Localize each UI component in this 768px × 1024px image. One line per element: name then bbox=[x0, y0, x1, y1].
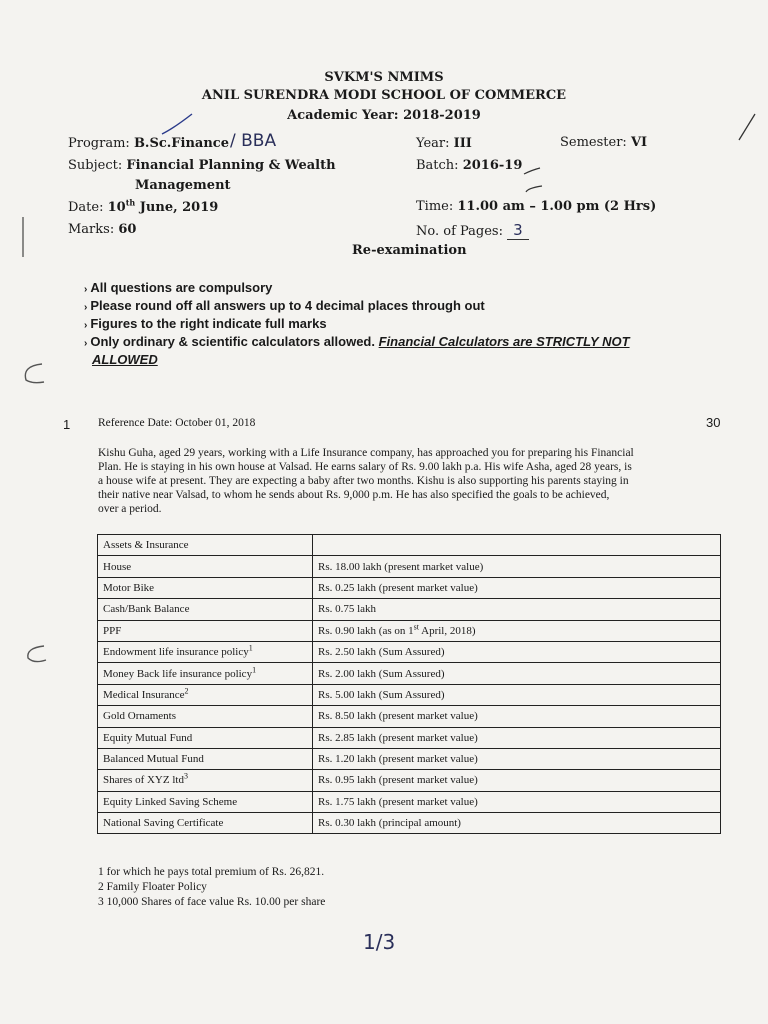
handwritten-tick-mark bbox=[160, 112, 196, 138]
table-row bbox=[98, 813, 721, 834]
pages-label: No. of Pages: bbox=[416, 224, 503, 239]
semester-value: VI bbox=[630, 135, 648, 150]
hole-punch-mark bbox=[14, 360, 48, 386]
time-field bbox=[416, 199, 656, 214]
marks-value: 60 bbox=[118, 222, 137, 237]
year-label: Year: bbox=[416, 136, 450, 151]
batch-value: 2016-19 bbox=[462, 158, 523, 173]
handwritten-marks bbox=[522, 162, 552, 196]
margin-mark bbox=[18, 215, 28, 259]
date-value: 10th June, 2019 bbox=[107, 197, 219, 215]
asset-value-cell: Rs. 0.95 lakh (present market value) bbox=[313, 770, 721, 791]
table-row bbox=[98, 770, 721, 791]
asset-value-cell: Rs. 0.75 lakh bbox=[313, 599, 721, 620]
table-row bbox=[98, 684, 721, 705]
batch-label: Batch: bbox=[416, 158, 459, 173]
asset-name-cell bbox=[98, 577, 313, 598]
question-marks: 30 bbox=[706, 415, 721, 430]
asset-name-cell bbox=[98, 684, 313, 705]
school-name: ANIL SURENDRA MODI SCHOOL OF COMMERCE bbox=[201, 88, 567, 103]
asset-name-cell bbox=[98, 727, 313, 748]
date-field bbox=[68, 197, 219, 215]
instruction-3: › Figures to the right indicate full marks bbox=[84, 316, 327, 331]
footnote-3: 3 10,000 Shares of face value Rs. 10.00 per share bbox=[98, 896, 326, 908]
footnote-ref: 1 bbox=[248, 643, 253, 653]
subject-value-line1: Financial Planning & Wealth bbox=[126, 158, 336, 173]
asset-name-cell bbox=[98, 599, 313, 620]
asset-name-cell bbox=[98, 770, 313, 791]
reference-date: Reference Date: October 01, 2018 bbox=[98, 417, 256, 429]
footnote-ref: 3 bbox=[183, 771, 188, 781]
asset-name-cell bbox=[98, 748, 313, 769]
question-paragraph: Kishu Guha, aged 29 years, working with a Life Insurance company, has approached you for preparing his Financial Plan. He is staying in his own house at Valsad. He earns salary of Rs. 9.00 lakh p.a. His wife Asha, aged 28 years, is a house wife at present. They are expecting a baby after two months. Kishu is also supporting his parents staying in their native near Valsad, to whom he sends about Rs. 9,000 p.m. He has also specified the goals to be achieved, over a period. bbox=[98, 447, 634, 515]
table-row bbox=[98, 556, 721, 577]
asset-name: Shares of XYZ ltd bbox=[103, 774, 184, 787]
instruction-4: › Only ordinary & scientific calculators allowed. Financial Calculators are STRICTLY NOT bbox=[84, 334, 630, 349]
asset-name: Equity Linked Saving Scheme bbox=[103, 795, 238, 808]
asset-name-cell bbox=[98, 620, 313, 641]
program-value: B.Sc.Finance bbox=[133, 136, 229, 151]
instruction-4-emphasis-cont: ALLOWED bbox=[92, 352, 158, 367]
asset-name-cell bbox=[98, 556, 313, 577]
table-row bbox=[98, 663, 721, 684]
asset-value-cell: Rs. 0.90 lakh (as on 1st April, 2018) bbox=[313, 620, 721, 641]
asset-name-cell bbox=[98, 641, 313, 662]
footnote-1: 1 for which he pays total premium of Rs. 26,821. bbox=[98, 866, 325, 878]
asset-name-cell bbox=[98, 706, 313, 727]
semester-label: Semester: bbox=[560, 135, 627, 150]
pages-value: 3 bbox=[507, 221, 529, 240]
question-number: 1 bbox=[63, 417, 71, 432]
asset-name: Equity Mutual Fund bbox=[103, 731, 193, 744]
asset-value-cell: Rs. 0.25 lakh (present market value) bbox=[313, 577, 721, 598]
asset-value-cell: Rs. 2.50 lakh (Sum Assured) bbox=[313, 641, 721, 662]
table-row bbox=[98, 641, 721, 662]
asset-value-cell: Rs. 0.30 lakh (principal amount) bbox=[313, 813, 721, 834]
asset-name: National Saving Certificate bbox=[103, 817, 224, 830]
asset-name-cell bbox=[98, 663, 313, 684]
semester-field bbox=[560, 135, 647, 150]
asset-name: Cash/Bank Balance bbox=[103, 603, 190, 616]
program-handwritten: / BBA bbox=[230, 131, 277, 151]
batch-field bbox=[416, 158, 522, 173]
table-header-cell bbox=[313, 535, 721, 556]
assets-table bbox=[97, 534, 721, 834]
asset-value-cell: Rs. 1.75 lakh (present market value) bbox=[313, 791, 721, 812]
table-row bbox=[98, 706, 721, 727]
asset-value-cell: Rs. 2.85 lakh (present market value) bbox=[313, 727, 721, 748]
footnote-ref: 1 bbox=[252, 664, 257, 674]
table-row bbox=[98, 577, 721, 598]
asset-name: House bbox=[103, 560, 132, 573]
instruction-2: › Please round off all answers up to 4 decimal places through out bbox=[84, 298, 485, 313]
asset-value-cell: Rs. 8.50 lakh (present market value) bbox=[313, 706, 721, 727]
table-row bbox=[98, 620, 721, 641]
asset-name-cell bbox=[98, 813, 313, 834]
date-label: Date: bbox=[68, 200, 104, 215]
footnote-ref: 2 bbox=[184, 686, 189, 696]
asset-name: Money Back life insurance policy bbox=[103, 667, 253, 680]
table-row bbox=[98, 727, 721, 748]
exam-type: Re-examination bbox=[352, 243, 467, 258]
asset-value-cell: Rs. 2.00 lakh (Sum Assured) bbox=[313, 663, 721, 684]
subject-value-line2: Management bbox=[135, 178, 231, 193]
program-field bbox=[68, 136, 229, 151]
year-field bbox=[416, 136, 472, 151]
table-header-cell: Assets & Insurance bbox=[98, 535, 313, 556]
table-row bbox=[98, 599, 721, 620]
year-value: III bbox=[453, 136, 472, 151]
instruction-4-emphasis: Financial Calculators are STRICTLY NOT bbox=[378, 334, 630, 349]
subject-label: Subject: bbox=[68, 158, 123, 173]
page-marker: 1/3 bbox=[363, 930, 396, 954]
marks-field bbox=[68, 222, 136, 237]
asset-value-cell: Rs. 1.20 lakh (present market value) bbox=[313, 748, 721, 769]
asset-name: Motor Bike bbox=[103, 581, 155, 594]
asset-name-cell bbox=[98, 791, 313, 812]
hole-punch-mark bbox=[18, 642, 48, 666]
asset-value-cell: Rs. 5.00 lakh (Sum Assured) bbox=[313, 684, 721, 705]
asset-name: Gold Ornaments bbox=[103, 710, 177, 723]
handwritten-stroke bbox=[735, 112, 761, 142]
asset-name: Endowment life insurance policy bbox=[103, 646, 249, 659]
asset-name: Balanced Mutual Fund bbox=[103, 753, 204, 766]
asset-name: Medical Insurance bbox=[103, 688, 185, 701]
table-header-row bbox=[98, 535, 721, 556]
marks-label: Marks: bbox=[68, 222, 115, 237]
program-label: Program: bbox=[68, 136, 130, 151]
time-value: 11.00 am – 1.00 pm (2 Hrs) bbox=[457, 199, 657, 214]
table-row bbox=[98, 791, 721, 812]
academic-year: Academic Year: 2018-2019 bbox=[287, 108, 481, 123]
subject-field bbox=[68, 158, 336, 173]
footnote-2: 2 Family Floater Policy bbox=[98, 881, 207, 893]
institution-name: SVKM'S NMIMS bbox=[324, 70, 444, 85]
time-label: Time: bbox=[416, 199, 454, 214]
table-row bbox=[98, 748, 721, 769]
instruction-1: › All questions are compulsory bbox=[84, 280, 273, 295]
pages-field bbox=[416, 221, 529, 239]
asset-value-cell: Rs. 18.00 lakh (present market value) bbox=[313, 556, 721, 577]
asset-name: PPF bbox=[103, 624, 122, 637]
